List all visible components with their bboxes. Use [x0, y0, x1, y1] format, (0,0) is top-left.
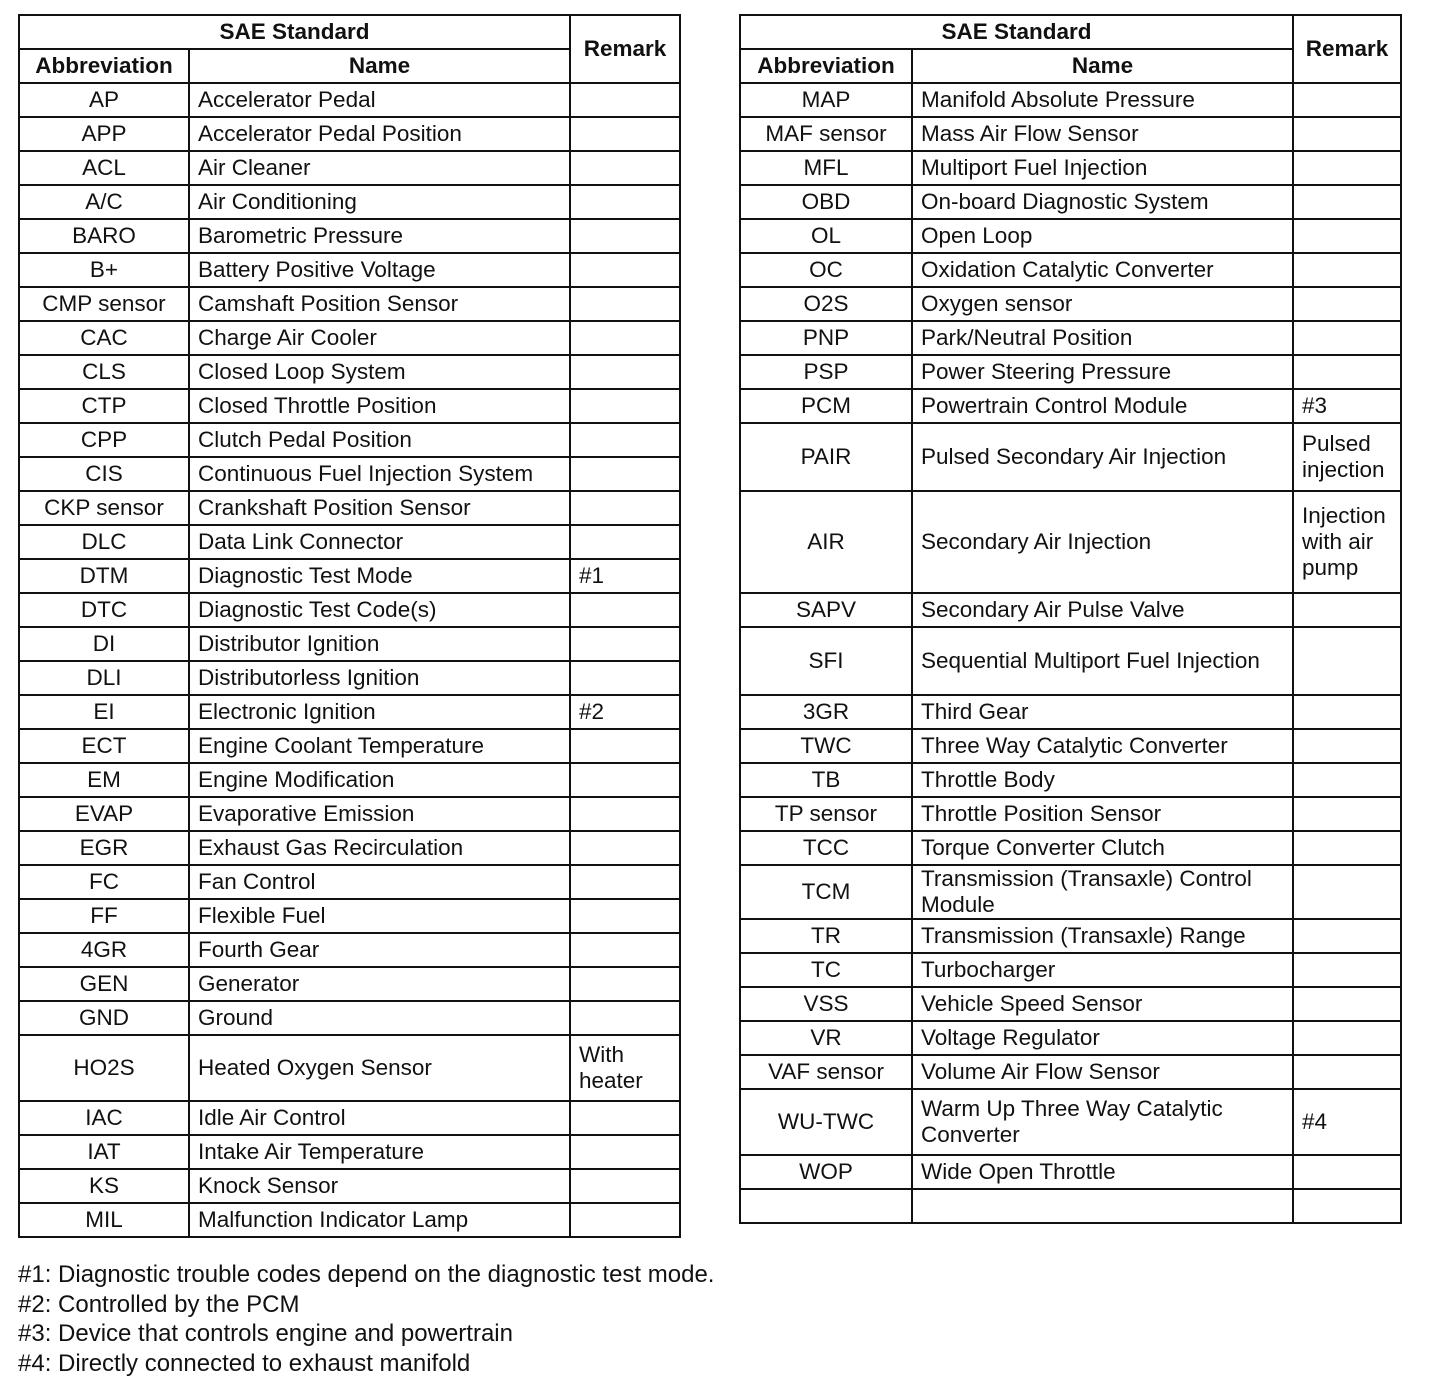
- abbreviation-cell: TWC: [740, 729, 912, 763]
- remark-cell: [570, 831, 680, 865]
- abbreviation-cell: MAF sensor: [740, 117, 912, 151]
- table-row: [19, 1203, 680, 1237]
- table-row: [19, 797, 680, 831]
- remark-cell: [1293, 627, 1401, 695]
- name-cell: Engine Modification: [189, 763, 570, 797]
- name-cell: Evaporative Emission: [189, 797, 570, 831]
- table-row: [740, 117, 1401, 151]
- table-row: [740, 865, 1401, 919]
- name-cell: Oxidation Catalytic Converter: [912, 253, 1293, 287]
- name-cell: Continuous Fuel Injection System: [189, 457, 570, 491]
- abbreviation-cell: KS: [19, 1169, 189, 1203]
- name-cell: Wide Open Throttle: [912, 1155, 1293, 1189]
- table-row: [19, 899, 680, 933]
- remark-cell: [570, 389, 680, 423]
- abbreviation-cell: GND: [19, 1001, 189, 1035]
- name-header: Name: [189, 49, 570, 83]
- name-cell: Malfunction Indicator Lamp: [189, 1203, 570, 1237]
- name-cell: Voltage Regulator: [912, 1021, 1293, 1055]
- remark-cell: [1293, 1021, 1401, 1055]
- name-cell: Pulsed Secondary Air Injection: [912, 423, 1293, 491]
- name-cell: Mass Air Flow Sensor: [912, 117, 1293, 151]
- remark-cell: [570, 797, 680, 831]
- abbreviation-header: Abbreviation: [19, 49, 189, 83]
- table-row: [19, 763, 680, 797]
- table-row: [19, 287, 680, 321]
- abbreviation-cell: SAPV: [740, 593, 912, 627]
- remark-cell: [1293, 865, 1401, 919]
- table-row: [19, 389, 680, 423]
- name-cell: Distributor Ignition: [189, 627, 570, 661]
- remark-cell: [570, 185, 680, 219]
- remark-cell: [570, 1169, 680, 1203]
- table-row: [740, 729, 1401, 763]
- abbreviation-cell: DLI: [19, 661, 189, 695]
- name-cell: Clutch Pedal Position: [189, 423, 570, 457]
- name-cell: Three Way Catalytic Converter: [912, 729, 1293, 763]
- remark-cell: [570, 763, 680, 797]
- table-row: [740, 1155, 1401, 1189]
- abbreviation-cell: [740, 1189, 912, 1223]
- abbreviation-cell: CTP: [19, 389, 189, 423]
- name-cell: Generator: [189, 967, 570, 1001]
- remark-cell: [570, 117, 680, 151]
- table-row: [740, 491, 1401, 593]
- name-cell: Throttle Body: [912, 763, 1293, 797]
- name-cell: Heated Oxygen Sensor: [189, 1035, 570, 1101]
- abbreviation-cell: HO2S: [19, 1035, 189, 1101]
- abbreviation-cell: ECT: [19, 729, 189, 763]
- remark-cell: [570, 83, 680, 117]
- remark-cell: #1: [570, 559, 680, 593]
- remark-cell: [570, 457, 680, 491]
- name-cell: Crankshaft Position Sensor: [189, 491, 570, 525]
- abbreviation-cell: CAC: [19, 321, 189, 355]
- remark-cell: [570, 729, 680, 763]
- name-cell: Transmission (Transaxle) Range: [912, 919, 1293, 953]
- table-row: [19, 831, 680, 865]
- abbreviation-cell: DI: [19, 627, 189, 661]
- name-cell: Secondary Air Injection: [912, 491, 1293, 593]
- name-cell: Ground: [189, 1001, 570, 1035]
- abbreviation-cell: 3GR: [740, 695, 912, 729]
- remark-cell: [570, 1135, 680, 1169]
- name-cell: Engine Coolant Temperature: [189, 729, 570, 763]
- name-cell: Manifold Absolute Pressure: [912, 83, 1293, 117]
- remark-cell: [1293, 185, 1401, 219]
- footnote-2: #2: Controlled by the PCM: [18, 1290, 300, 1318]
- table-body-left: [19, 83, 680, 1237]
- remark-cell: [570, 151, 680, 185]
- name-cell: Torque Converter Clutch: [912, 831, 1293, 865]
- table-body-right: [740, 83, 1401, 1223]
- name-cell: Secondary Air Pulse Valve: [912, 593, 1293, 627]
- remark-cell: [570, 627, 680, 661]
- remark-cell: [570, 933, 680, 967]
- abbreviation-cell: TP sensor: [740, 797, 912, 831]
- remark-cell: #3: [1293, 389, 1401, 423]
- table-row: [740, 1189, 1401, 1223]
- name-cell: Fourth Gear: [189, 933, 570, 967]
- table-row: [740, 1021, 1401, 1055]
- table-row: [740, 797, 1401, 831]
- remark-cell: [1293, 953, 1401, 987]
- name-cell: Sequential Multiport Fuel Injection: [912, 627, 1293, 695]
- abbreviation-cell: EI: [19, 695, 189, 729]
- table-row: [19, 695, 680, 729]
- table-row: [740, 593, 1401, 627]
- name-cell: Turbocharger: [912, 953, 1293, 987]
- remark-cell: [570, 1101, 680, 1135]
- abbreviation-cell: BARO: [19, 219, 189, 253]
- table-row: [19, 457, 680, 491]
- name-cell: Idle Air Control: [189, 1101, 570, 1135]
- remark-cell: [1293, 151, 1401, 185]
- abbreviation-cell: PAIR: [740, 423, 912, 491]
- abbreviation-cell: CLS: [19, 355, 189, 389]
- name-cell: Exhaust Gas Recirculation: [189, 831, 570, 865]
- table-row: [740, 1089, 1401, 1155]
- table-row: [19, 559, 680, 593]
- name-cell: Fan Control: [189, 865, 570, 899]
- table-row: [740, 83, 1401, 117]
- table-row: [19, 1035, 680, 1101]
- remark-header: Remark: [1293, 15, 1401, 83]
- table-row: [19, 967, 680, 1001]
- table-row: [19, 491, 680, 525]
- name-cell: Third Gear: [912, 695, 1293, 729]
- remark-cell: Pulsed injection: [1293, 423, 1401, 491]
- remark-cell: [570, 1001, 680, 1035]
- name-cell: Volume Air Flow Sensor: [912, 1055, 1293, 1089]
- table-row: [19, 1169, 680, 1203]
- name-cell: Closed Loop System: [189, 355, 570, 389]
- abbreviation-cell: TC: [740, 953, 912, 987]
- table-row: [740, 355, 1401, 389]
- name-cell: Knock Sensor: [189, 1169, 570, 1203]
- remark-cell: [1293, 355, 1401, 389]
- name-cell: Oxygen sensor: [912, 287, 1293, 321]
- table-row: [740, 151, 1401, 185]
- table-row: [740, 987, 1401, 1021]
- table-row: [740, 919, 1401, 953]
- abbreviation-cell: TCC: [740, 831, 912, 865]
- table-row: [19, 729, 680, 763]
- footnote-1: #1: Diagnostic trouble codes depend on the diagnostic test mode.: [18, 1261, 715, 1288]
- name-cell: Accelerator Pedal: [189, 83, 570, 117]
- abbreviation-cell: PSP: [740, 355, 912, 389]
- remark-cell: With heater: [570, 1035, 680, 1101]
- table-row: [740, 763, 1401, 797]
- abbreviation-cell: APP: [19, 117, 189, 151]
- abbreviation-cell: MFL: [740, 151, 912, 185]
- abbreviation-cell: WOP: [740, 1155, 912, 1189]
- remark-cell: #4: [1293, 1089, 1401, 1155]
- abbreviation-cell: VSS: [740, 987, 912, 1021]
- table-row: [19, 1001, 680, 1035]
- table-row: [19, 355, 680, 389]
- remark-cell: [570, 865, 680, 899]
- abbreviation-cell: WU-TWC: [740, 1089, 912, 1155]
- table-row: [19, 219, 680, 253]
- abbreviation-cell: EM: [19, 763, 189, 797]
- remark-cell: [1293, 253, 1401, 287]
- remark-cell: [1293, 919, 1401, 953]
- sae-standard-header: SAE Standard: [740, 15, 1293, 49]
- remark-cell: [1293, 117, 1401, 151]
- abbreviation-table-left: [18, 14, 681, 1238]
- table-row: [740, 321, 1401, 355]
- abbreviation-cell: FC: [19, 865, 189, 899]
- remark-cell: [1293, 83, 1401, 117]
- remark-cell: [570, 899, 680, 933]
- remark-cell: [1293, 729, 1401, 763]
- remark-cell: [1293, 593, 1401, 627]
- abbreviation-cell: EGR: [19, 831, 189, 865]
- table-row: [19, 593, 680, 627]
- table-row: [19, 627, 680, 661]
- abbreviation-cell: TR: [740, 919, 912, 953]
- name-cell: Intake Air Temperature: [189, 1135, 570, 1169]
- table-row: [740, 953, 1401, 987]
- remark-cell: [570, 287, 680, 321]
- abbreviation-cell: OL: [740, 219, 912, 253]
- remark-cell: #2: [570, 695, 680, 729]
- table-row: [19, 1135, 680, 1169]
- sae-standard-header: SAE Standard: [19, 15, 570, 49]
- footnote-3: #3: Device that controls engine and powertrain: [18, 1320, 513, 1347]
- name-cell: Closed Throttle Position: [189, 389, 570, 423]
- name-cell: Air Conditioning: [189, 185, 570, 219]
- table-row: [740, 423, 1401, 491]
- name-cell: Park/Neutral Position: [912, 321, 1293, 355]
- table-row: [740, 695, 1401, 729]
- abbreviation-cell: AP: [19, 83, 189, 117]
- remark-cell: [570, 253, 680, 287]
- abbreviation-cell: O2S: [740, 287, 912, 321]
- table-row: [19, 525, 680, 559]
- table-row: [740, 389, 1401, 423]
- abbreviation-cell: PNP: [740, 321, 912, 355]
- table-row: [740, 253, 1401, 287]
- remark-cell: [570, 967, 680, 1001]
- table-row: [19, 321, 680, 355]
- name-cell: Data Link Connector: [189, 525, 570, 559]
- name-cell: Diagnostic Test Mode: [189, 559, 570, 593]
- table-row: [19, 185, 680, 219]
- abbreviation-cell: CIS: [19, 457, 189, 491]
- abbreviation-cell: CKP sensor: [19, 491, 189, 525]
- name-cell: Electronic Ignition: [189, 695, 570, 729]
- remark-cell: [570, 321, 680, 355]
- table-row: [19, 1101, 680, 1135]
- remark-cell: [570, 491, 680, 525]
- abbreviation-cell: A/C: [19, 185, 189, 219]
- table-row: [19, 117, 680, 151]
- table-row: [19, 661, 680, 695]
- table-row: [740, 185, 1401, 219]
- table-row: [740, 219, 1401, 253]
- abbreviation-cell: SFI: [740, 627, 912, 695]
- remark-cell: [570, 1203, 680, 1237]
- name-cell: Powertrain Control Module: [912, 389, 1293, 423]
- abbreviation-table-right: [739, 14, 1402, 1224]
- abbreviation-cell: OC: [740, 253, 912, 287]
- remark-cell: [1293, 695, 1401, 729]
- name-cell: Camshaft Position Sensor: [189, 287, 570, 321]
- table-row: [19, 83, 680, 117]
- name-cell: Accelerator Pedal Position: [189, 117, 570, 151]
- abbreviation-cell: TB: [740, 763, 912, 797]
- abbreviation-cell: MAP: [740, 83, 912, 117]
- abbreviation-cell: PCM: [740, 389, 912, 423]
- remark-cell: [1293, 321, 1401, 355]
- remark-cell: [1293, 1055, 1401, 1089]
- abbreviation-cell: IAC: [19, 1101, 189, 1135]
- remark-cell: [1293, 287, 1401, 321]
- abbreviation-cell: B+: [19, 253, 189, 287]
- name-cell: Charge Air Cooler: [189, 321, 570, 355]
- abbreviation-cell: CPP: [19, 423, 189, 457]
- remark-cell: [1293, 1155, 1401, 1189]
- abbreviation-cell: VR: [740, 1021, 912, 1055]
- remark-cell: [1293, 987, 1401, 1021]
- remark-cell: [570, 219, 680, 253]
- name-cell: On-board Diagnostic System: [912, 185, 1293, 219]
- name-cell: Vehicle Speed Sensor: [912, 987, 1293, 1021]
- name-cell: Distributorless Ignition: [189, 661, 570, 695]
- abbreviation-cell: VAF sensor: [740, 1055, 912, 1089]
- remark-cell: [570, 525, 680, 559]
- remark-cell: [1293, 831, 1401, 865]
- remark-cell: [1293, 797, 1401, 831]
- remark-cell: [1293, 1189, 1401, 1223]
- abbreviation-cell: 4GR: [19, 933, 189, 967]
- abbreviation-cell: DTC: [19, 593, 189, 627]
- name-cell: Flexible Fuel: [189, 899, 570, 933]
- table-row: [740, 831, 1401, 865]
- name-cell: Open Loop: [912, 219, 1293, 253]
- name-header: Name: [912, 49, 1293, 83]
- table-row: [19, 865, 680, 899]
- name-cell: Power Steering Pressure: [912, 355, 1293, 389]
- footnotes: [18, 1260, 714, 1378]
- remark-cell: [570, 355, 680, 389]
- table-row: [740, 287, 1401, 321]
- remark-cell: Injection with air pump: [1293, 491, 1401, 593]
- name-cell: [912, 1189, 1293, 1223]
- table-row: [19, 253, 680, 287]
- abbreviation-cell: TCM: [740, 865, 912, 919]
- name-cell: Battery Positive Voltage: [189, 253, 570, 287]
- abbreviation-cell: FF: [19, 899, 189, 933]
- abbreviation-cell: OBD: [740, 185, 912, 219]
- remark-cell: [570, 661, 680, 695]
- name-cell: Warm Up Three Way Catalytic Converter: [912, 1089, 1293, 1155]
- remark-cell: [1293, 219, 1401, 253]
- name-cell: Diagnostic Test Code(s): [189, 593, 570, 627]
- abbreviation-cell: IAT: [19, 1135, 189, 1169]
- name-cell: Throttle Position Sensor: [912, 797, 1293, 831]
- abbreviation-cell: CMP sensor: [19, 287, 189, 321]
- name-cell: Air Cleaner: [189, 151, 570, 185]
- abbreviation-cell: DLC: [19, 525, 189, 559]
- remark-cell: [570, 423, 680, 457]
- name-cell: Multiport Fuel Injection: [912, 151, 1293, 185]
- table-row: [740, 627, 1401, 695]
- abbreviation-header: Abbreviation: [740, 49, 912, 83]
- name-cell: Barometric Pressure: [189, 219, 570, 253]
- remark-cell: [570, 593, 680, 627]
- abbreviation-cell: AIR: [740, 491, 912, 593]
- abbreviation-cell: DTM: [19, 559, 189, 593]
- name-cell: Transmission (Transaxle) Control Module: [912, 865, 1293, 919]
- table-row: [19, 933, 680, 967]
- table-row: [19, 151, 680, 185]
- footnote-4: #4: Directly connected to exhaust manifold: [18, 1349, 471, 1377]
- abbreviation-cell: ACL: [19, 151, 189, 185]
- remark-cell: [1293, 763, 1401, 797]
- abbreviation-cell: GEN: [19, 967, 189, 1001]
- abbreviation-cell: MIL: [19, 1203, 189, 1237]
- remark-header: Remark: [570, 15, 680, 83]
- abbreviation-cell: EVAP: [19, 797, 189, 831]
- table-row: [19, 423, 680, 457]
- table-row: [740, 1055, 1401, 1089]
